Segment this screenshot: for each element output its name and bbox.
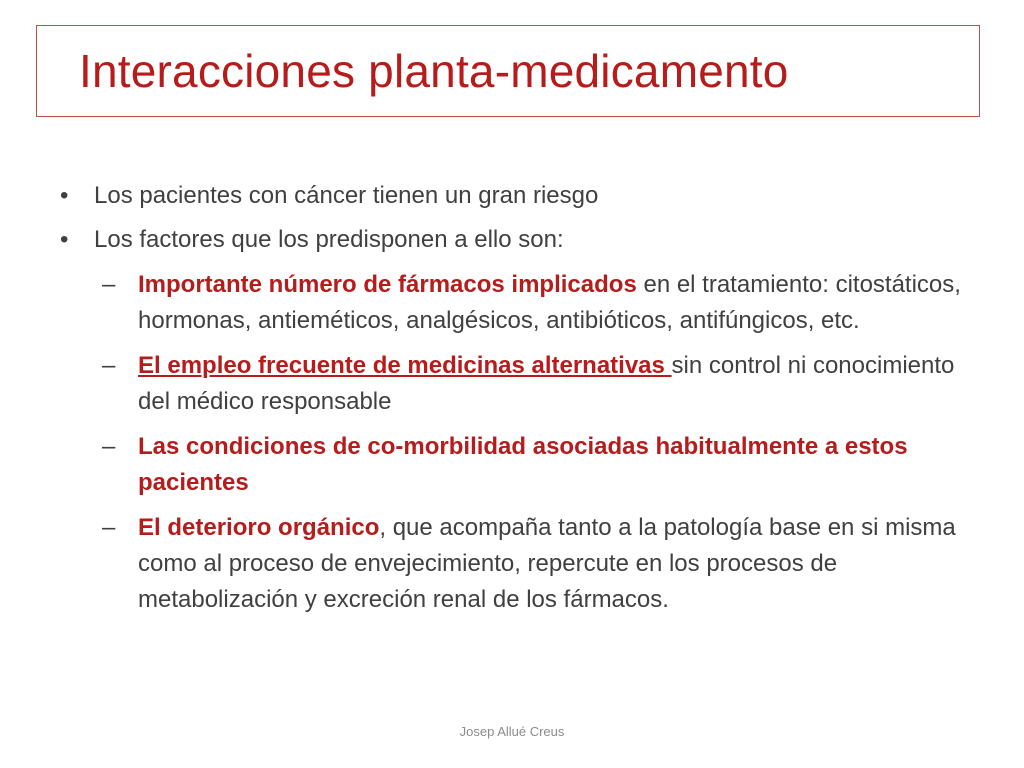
sub-item-bold: El deterioro orgánico: [138, 514, 380, 541]
bullet-item: [0, 222, 1024, 258]
slide-title: Interacciones planta-medicamento: [79, 45, 789, 97]
dash-mark: –: [102, 271, 116, 298]
bullet-text: Los factores que los predisponen a ello son:: [94, 226, 564, 253]
sub-item-text: , que acompaña tanto a la patología base en si misma como al proceso de envejecimiento, repercute en los procesos de metabolización y excreción renal de los fármacos.: [138, 514, 956, 613]
sub-item-bold: El empleo frecuente de medicinas alternativas: [138, 352, 672, 379]
dash-mark: –: [102, 514, 116, 541]
sub-item: [0, 267, 1024, 339]
sub-item-bold: Las condiciones de co-morbilidad asociadas habitualmente a estos pacientes: [138, 433, 908, 496]
sub-item: [0, 348, 1024, 420]
bullet-text: Los pacientes con cáncer tienen un gran riesgo: [94, 182, 599, 209]
sub-item: [0, 429, 1024, 501]
bullet-item: [0, 178, 1024, 214]
footer-author: Josep Allué Creus: [459, 724, 565, 739]
dash-mark: –: [102, 352, 116, 379]
dash-mark: –: [102, 433, 116, 460]
sub-item-text: en el tratamiento: citostáticos, hormonas, antieméticos, analgésicos, antibióticos, antifúngicos, etc.: [138, 271, 961, 334]
sub-item-bold: Importante número de fármacos implicados: [138, 271, 637, 298]
sub-item: [0, 510, 1024, 618]
slide-content: [0, 178, 1024, 618]
bullet-mark: •: [60, 182, 69, 209]
bullet-mark: •: [60, 226, 69, 253]
title-box: [36, 25, 980, 117]
sub-item-text: sin control ni conocimiento del médico responsable: [138, 352, 955, 415]
